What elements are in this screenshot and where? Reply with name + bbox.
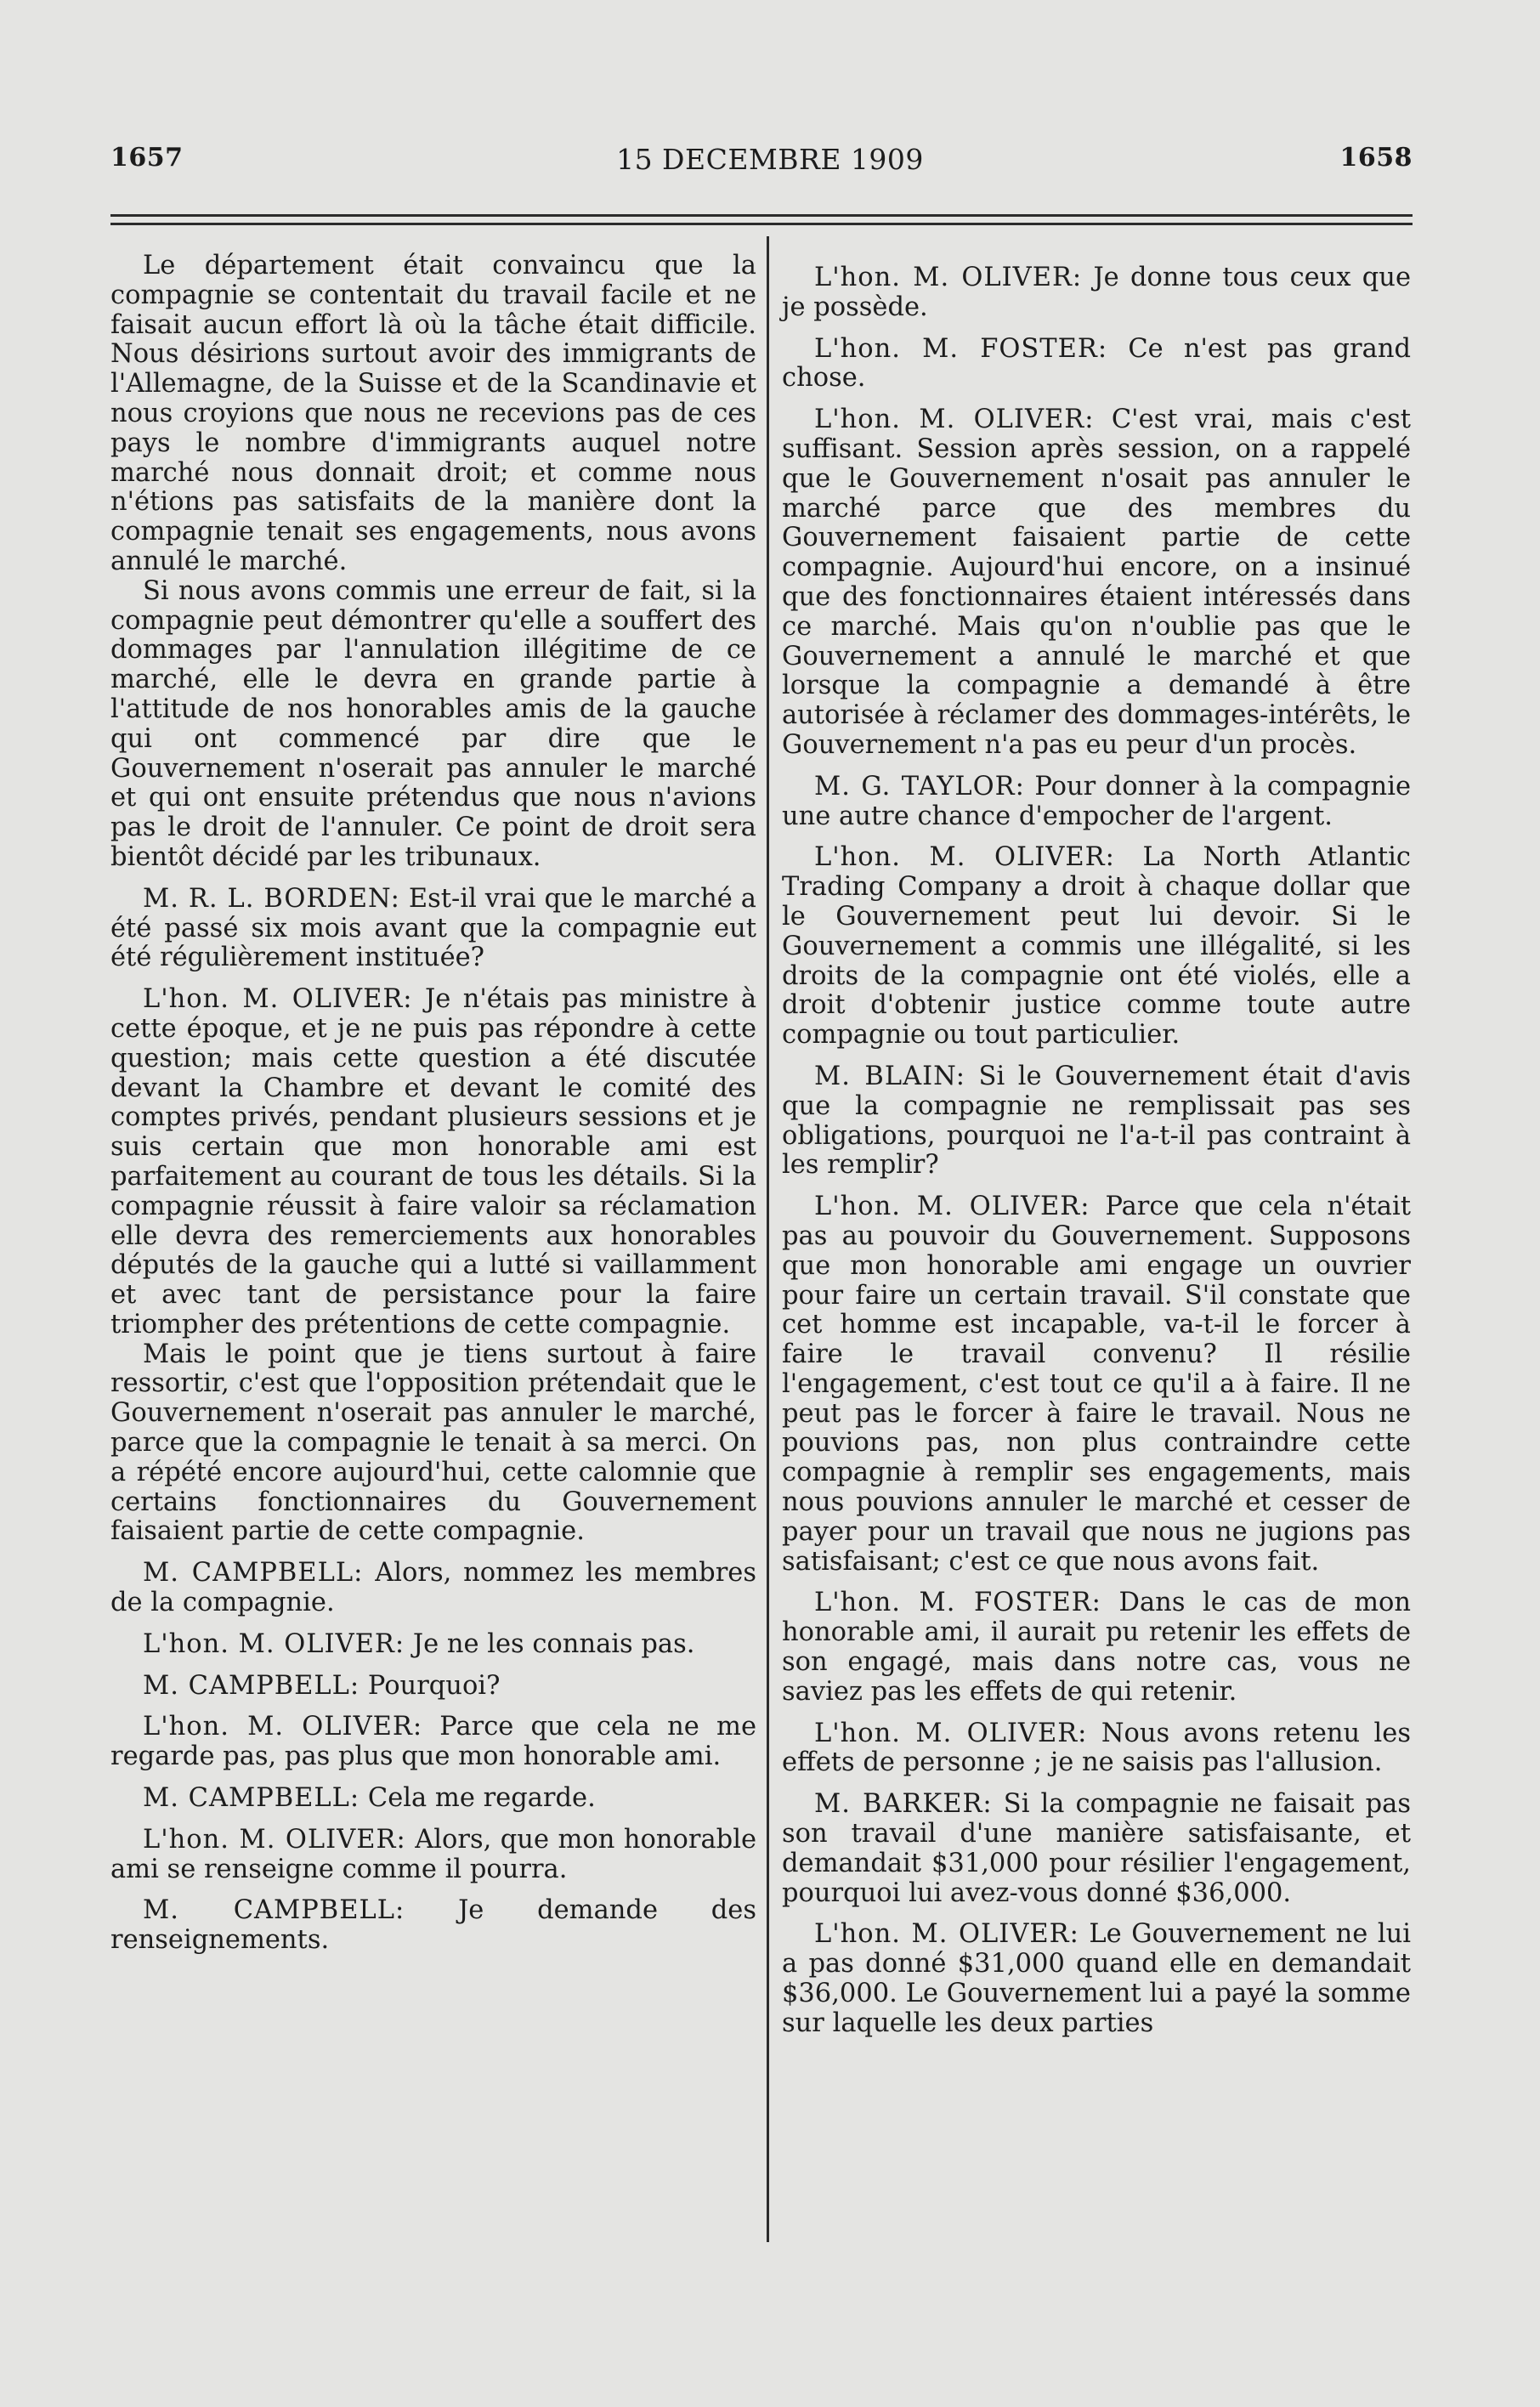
- speaker-name: M. CAMPBELL:: [143, 1670, 360, 1701]
- paragraph-text: La North Atlantic Trading Company a droit à chaque dollar que le Gouvernement peut lui devoir. Si le Gouvernement a commis une illégalité, si les droits de la compagnie ont été violés, elle a droit d'obtenir justice comme toute autre compagnie ou tout particulier.: [782, 842, 1411, 1051]
- paragraph-text: Je n'étais pas ministre à cette époque, et je ne puis pas répondre à cette question; mais cette question a été discutée devant la Chambre et devant le comité des comptes privés, pendant plusieurs sessions et je suis certain que mon honorable ami est parfaitement au courant de tous les détails. Si la compagnie réussit à faire valoir sa réclamation elle devra des remerciements aux honorables députés de la gauche qui a lutté si vaillamment et avec tant de persistance pour la faire triompher des prétentions de cette compagnie.: [110, 984, 757, 1339]
- paragraph-text: Je donne tous ceux que je possède.: [782, 263, 1411, 322]
- page-date: 15 DECEMBRE 1909: [616, 143, 924, 176]
- paragraph-text: Le département était convaincu que la compagnie se contentait du travail facile et ne faisait aucun effort là où la tâche était difficile. Nous désirions surtout avoir des immigrants de l'Allemagne, de la Suisse et de la Scandinavie et nous croyions que nous ne recevions pas de ces pays le nombre d'immigrants auquel notre marché nous donnait droit; et comme nous n'étions pas satisfaits de la manière dont la compagnie tenait ses engagements, nous avons annulé le marché.: [110, 251, 756, 576]
- paragraph: [110, 1713, 756, 1772]
- speaker-name: M. CAMPBELL:: [143, 1895, 405, 1926]
- right-column: [782, 252, 1411, 2039]
- paragraph: [782, 1719, 1411, 1779]
- paragraph: [110, 1896, 756, 1956]
- speaker-name: M. CAMPBELL:: [143, 1558, 364, 1589]
- paragraph: [782, 843, 1411, 1051]
- column-divider: [767, 236, 769, 2242]
- paragraph: [110, 1784, 756, 1814]
- paragraph: [110, 1559, 756, 1618]
- paragraph: [110, 1630, 756, 1660]
- paragraph-text: Si la compagnie ne faisait pas son travail d'une manière satisfaisante, et demandait $31,000 pour résilier l'engagement, pourquoi lui avez-vous donné $36,000.: [782, 1789, 1411, 1908]
- paragraph-text: Je ne les connais pas.: [412, 1628, 695, 1659]
- paragraph-text: Ce n'est pas grand chose.: [782, 333, 1411, 394]
- paragraph-text: Dans le cas de mon honorable ami, il aurait pu retenir les effets de son engagé, mais dans notre cas, vous ne saviez pas les effets de qui retenir.: [782, 1588, 1411, 1707]
- paragraph: [782, 1589, 1411, 1707]
- speaker-name: L'hon. M. FOSTER:: [814, 1588, 1101, 1618]
- paragraph: [110, 1672, 756, 1702]
- speaker-name: M. BARKER:: [814, 1789, 993, 1820]
- paragraph: [782, 773, 1411, 832]
- paragraph: [782, 405, 1411, 761]
- paragraph: [782, 1790, 1411, 1908]
- paragraph-text: Pour donner à la compagnie une autre chance d'empocher de l'argent.: [782, 771, 1412, 831]
- paragraph-text: Le Gouvernement ne lui a pas donné $31,000 quand elle en demandait $36,000. Le Gouvernement lui a payé la somme sur laquelle les deux parties: [782, 1919, 1411, 2038]
- speaker-name: L'hon. M. OLIVER:: [143, 1628, 405, 1659]
- paragraph-text: Parce que cela n'était pas au pouvoir du Gouvernement. Supposons que mon honorable ami engage un ouvrier pour faire un certain travail. S'il constate que cet homme est incapable, va-t-il le forcer à faire le travail convenu? Il résilie l'engagement, c'est tout ce qu'il a à faire. Il ne peut pas le forcer à faire le travail. Nous ne pouvions pas, non plus contraindre cette compagnie à remplir ses engagements, mais nous pouvions annuler le marché et cesser de payer pour un travail que nous ne jugions pas satisfaisant; c'est ce que nous avons fait.: [782, 1192, 1412, 1577]
- speaker-name: L'hon. M. OLIVER:: [143, 1712, 423, 1742]
- left-column: [110, 252, 756, 1956]
- speaker-name: L'hon. M. OLIVER:: [814, 1192, 1090, 1222]
- paragraph: [782, 1920, 1411, 2038]
- paragraph: [110, 252, 756, 577]
- header-rule-bottom: [110, 223, 1413, 225]
- page-number-right: 1658: [1339, 143, 1413, 173]
- paragraph-text: Mais le point que je tiens surtout à faire ressortir, c'est que l'opposition prétendait que le Gouvernement n'oserait pas annuler le marché, parce que la compagnie le tenait à sa merci. On a répété encore aujourd'hui, cette calomnie que certains fonctionnaires du Gouvernement faisaient partie de cette compagnie.: [110, 1339, 756, 1547]
- paragraph-text: Alors, nommez les membres de la compagnie.: [110, 1558, 756, 1618]
- speaker-name: L'hon. M. OLIVER:: [814, 1919, 1079, 1950]
- paragraph-text: Si le Gouvernement était d'avis que la compagnie ne remplissait pas ses obligations, pourquoi ne l'a-t-il pas contraint à les remplir?: [782, 1061, 1411, 1181]
- speaker-name: L'hon. M. OLIVER:: [814, 263, 1083, 292]
- paragraph: [782, 1192, 1411, 1577]
- paragraph: [782, 263, 1411, 323]
- page-number-left: 1657: [110, 143, 184, 173]
- paragraph-text: Parce que cela ne me regarde pas, pas plus que mon honorable ami.: [110, 1712, 757, 1772]
- speaker-name: L'hon. M. OLIVER:: [143, 1824, 406, 1855]
- paragraph-text: Alors, que mon honorable ami se renseigne comme il pourra.: [110, 1824, 756, 1884]
- speaker-name: M. CAMPBELL:: [143, 1783, 360, 1814]
- speaker-name: L'hon. M. FOSTER:: [814, 333, 1108, 364]
- paragraph: [782, 335, 1411, 394]
- paragraph: [782, 1062, 1411, 1181]
- paragraph-text: Si nous avons commis une erreur de fait, si la compagnie peut démontrer qu'elle a souffert des dommages par l'annulation illégitime de ce marché, elle le devra en grande partie à l'attitude de nos honorables amis de la gauche qui ont commencé par dire que le Gouvernement n'oserait pas annuler le marché et qui ont ensuite prétendus que nous n'avions pas le droit de l'annuler. Ce point de droit sera bientôt décidé par les tribunaux.: [110, 575, 756, 872]
- speaker-name: M. R. L. BORDEN:: [143, 883, 400, 914]
- paragraph-text: Pourquoi?: [367, 1670, 501, 1701]
- paragraph-text: Je demande des renseignements.: [110, 1895, 757, 1956]
- paragraph: [110, 1826, 756, 1885]
- paragraph-text: Est-il vrai que le marché a été passé six mois avant que la compagnie eut été régulièrement instituée?: [110, 883, 756, 973]
- paragraph-text: Cela me regarde.: [367, 1783, 596, 1814]
- paragraph-text: Nous avons retenu les effets de personne ; je ne saisis pas l'allusion.: [782, 1718, 1411, 1778]
- paragraph: [110, 577, 756, 873]
- paragraph: [110, 985, 756, 1340]
- speaker-name: L'hon. M. OLIVER:: [814, 842, 1115, 873]
- speaker-name: L'hon. M. OLIVER:: [814, 1718, 1088, 1748]
- speaker-name: M. BLAIN:: [814, 1061, 966, 1091]
- paragraph: [110, 1340, 756, 1548]
- speaker-name: L'hon. M. OLIVER:: [814, 405, 1095, 435]
- paragraph: [110, 885, 756, 973]
- header-rule-top: [110, 214, 1413, 217]
- paragraph-text: C'est vrai, mais c'est suffisant. Session après session, on a rappelé que le Gouvernement n'osait pas annuler le marché parce que des membres du Gouvernement faisaient partie de cette compagnie. Aujourd'hui encore, on a insinué que des fonctionnaires étaient intéressés dans ce marché. Mais qu'on n'oublie pas que le Gouvernement a annulé le marché et que lorsque la compagnie a demandé à être autorisée à réclamer des dommages-intérêts, le Gouvernement n'a pas eu peur d'un procès.: [782, 405, 1411, 760]
- speaker-name: M. G. TAYLOR:: [814, 771, 1025, 801]
- speaker-name: L'hon. M. OLIVER:: [143, 984, 413, 1015]
